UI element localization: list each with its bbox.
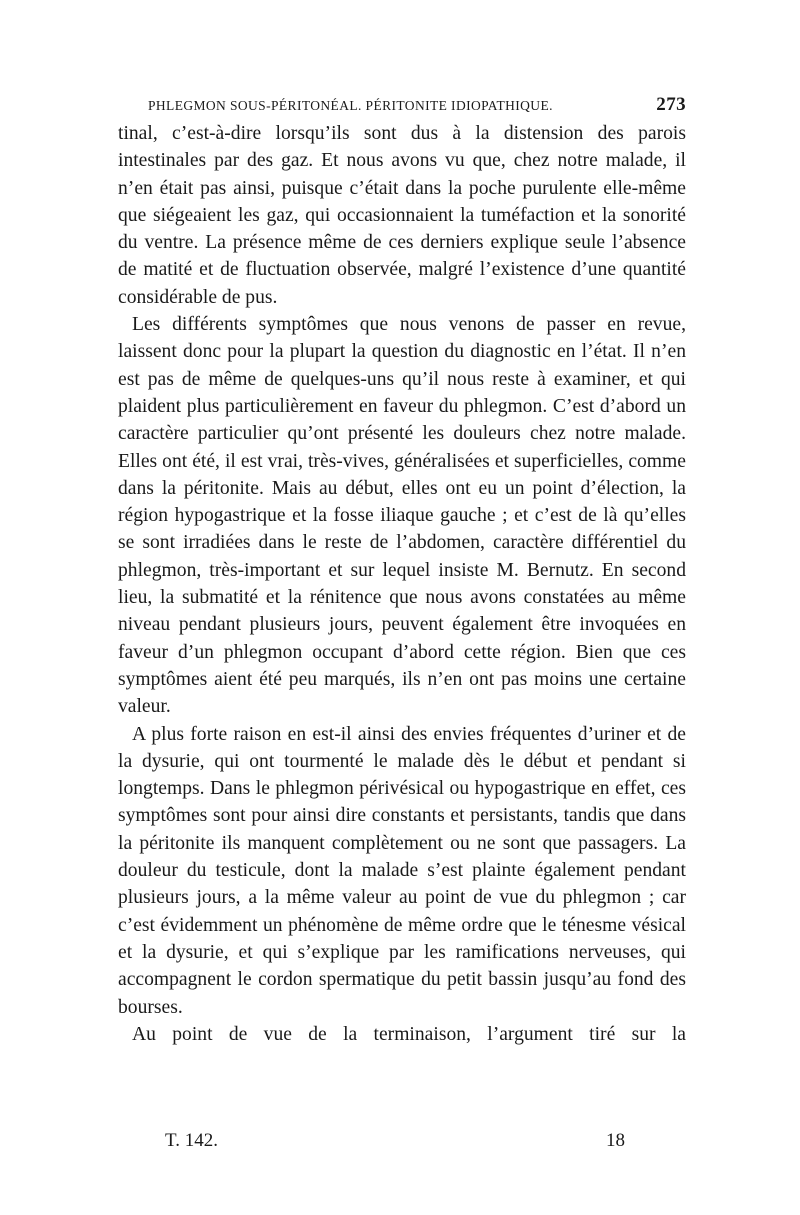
- page-number: 273: [656, 94, 686, 115]
- body-text: [118, 120, 686, 1048]
- paragraph-termination: Au point de vue de la terminaison, l’argument tiré sur la: [132, 1023, 686, 1045]
- running-title: PHLEGMON SOUS-PÉRITONÉAL. PÉRITONITE IDIOPATHIQUE.: [148, 98, 553, 113]
- paragraph-continuation: tinal, c’est-à-dire lorsqu’ils sont dus à la distension des parois intestinales par des gaz. Et nous avons vu que, chez notre malade, il n’en était pas ainsi, puisque c’était dans la poche purulente elle-même que siégeaient les gaz, qui occasionnaient la tuméfaction et la sonorité du ventre. La présence même de ces derniers explique seule l’absence de matité et de fluctuation observée, malgré l’existence d’une quantité considérable de pus.: [118, 123, 686, 308]
- running-head: [118, 92, 686, 120]
- book-page: [118, 92, 686, 1048]
- page-footer: [165, 1130, 625, 1160]
- paragraph-symptoms: Les différents symptômes que nous venons de passer en revue, laissent donc pour la plupart la question du diagnostic en l’état. Il n’en est pas de même de quelques-uns qu’il nous reste à examiner, et qui plaident plus particulièrement en faveur du phlegmon. C’est d’abord un caractère particulier qu’ont présenté les douleurs chez notre malade. Elles ont été, il est vrai, très-vives, généralisées et superficielles, comme dans la péritonite. Mais au début, elles ont eu un point d’élection, la région hypogastrique et la fosse iliaque gauche ; et c’est de là qu’elles se sont irradiées dans le reste de l’abdomen, caractère différentiel du phlegmon, très-important et sur lequel insiste M. Bernutz. En second lieu, la submatité et la rénitence que nous avons constatées au même niveau pendant plusieurs jours, peuvent également être invoquées en faveur d’un phlegmon occupant d’abord cette région. Bien que ces symptômes aient été peu marqués, ils n’en ont pas moins une certaine valeur.: [118, 314, 686, 718]
- paragraph-dysuria: A plus forte raison en est-il ainsi des envies fréquentes d’uriner et de la dysurie, qui ont tourmenté le malade dès le début et pendant si longtemps. Dans le phlegmon périvésical ou hypogastrique en effet, ces symptômes sont pour ainsi dire constants et persistants, tandis que dans la péritonite ils manquent complètement ou ne sont que passagers. La douleur du testicule, dont la malade s’est plainte également pendant plusieurs jours, a la même valeur au point de vue du phlegmon ; car c’est évidemment un phénomène de même ordre que le ténesme vésical et la dysurie, et qui s’explique par les ramifications nerveuses, qui accompagnent le cordon spermatique du petit bassin jusqu’au fond des bourses.: [118, 723, 686, 1018]
- volume-signature: T. 142.: [165, 1130, 218, 1151]
- gathering-signature: 18: [606, 1130, 625, 1151]
